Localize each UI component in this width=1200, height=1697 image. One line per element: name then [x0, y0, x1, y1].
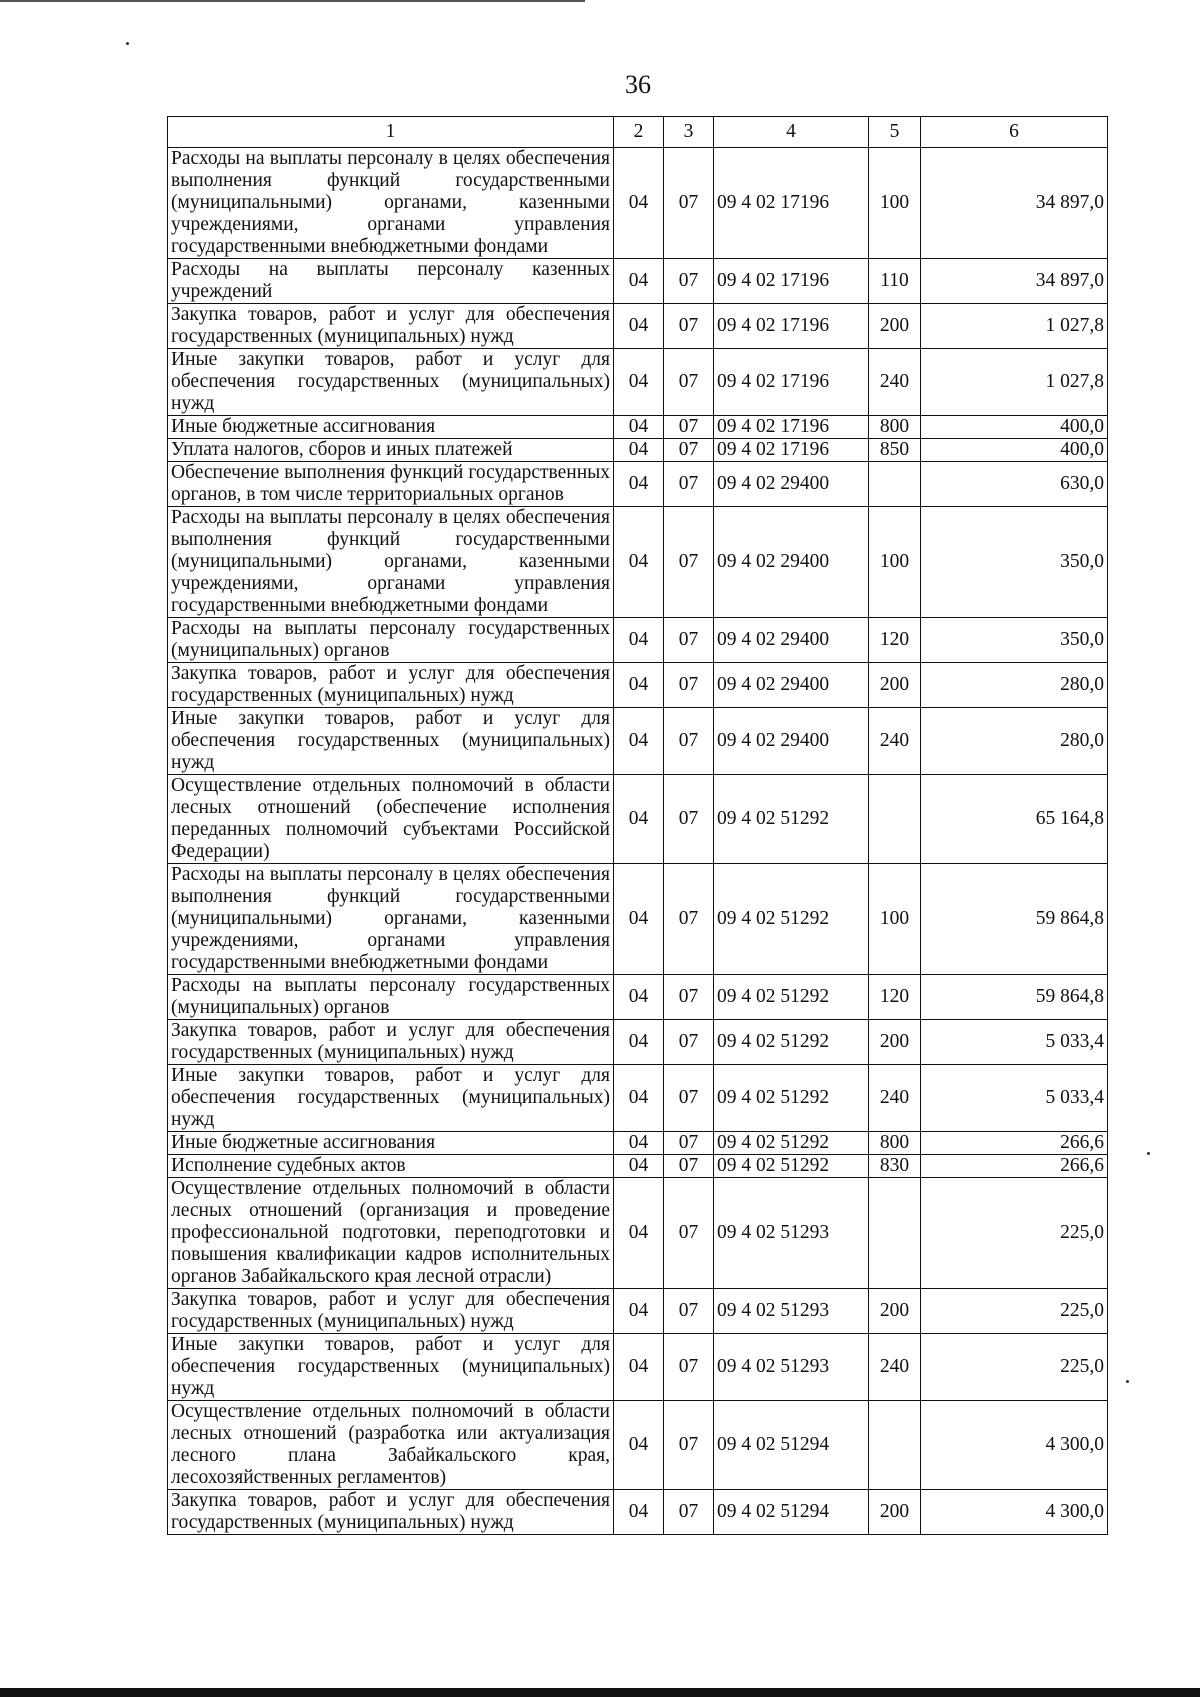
- row-section-cell: 04: [614, 416, 664, 439]
- row-amount-cell: 1 027,8: [921, 349, 1108, 416]
- table-row: [168, 663, 1108, 708]
- row-name-cell: Закупка товаров, работ и услуг для обеспечения государственных (муниципальных) нужд: [168, 1020, 614, 1065]
- row-expense-type-cell: 200: [869, 663, 921, 708]
- row-target-code-cell: 09 4 02 51292: [714, 864, 869, 975]
- row-subsection-cell: 07: [664, 148, 714, 259]
- row-subsection-cell: 07: [664, 975, 714, 1020]
- row-section-cell: 04: [614, 1178, 664, 1289]
- row-subsection-cell: 07: [664, 1132, 714, 1155]
- row-target-code-cell: 09 4 02 29400: [714, 507, 869, 618]
- row-amount-cell: 350,0: [921, 507, 1108, 618]
- row-amount-cell: 225,0: [921, 1334, 1108, 1401]
- row-expense-type-cell: [869, 1178, 921, 1289]
- table-row: [168, 507, 1108, 618]
- scan-speck: [1147, 1152, 1150, 1155]
- row-name-cell: Обеспечение выполнения функций государственных органов, в том числе территориальных органов: [168, 462, 614, 507]
- table-row: [168, 148, 1108, 259]
- row-name-cell: Расходы на выплаты персоналу в целях обеспечения выполнения функций государственными (муниципальными) органами, казенными учреждениями, органами управления государственными внебюджетными фондами: [168, 507, 614, 618]
- row-expense-type-cell: [869, 1401, 921, 1490]
- row-expense-type-cell: 120: [869, 975, 921, 1020]
- row-amount-cell: 266,6: [921, 1132, 1108, 1155]
- row-target-code-cell: 09 4 02 29400: [714, 462, 869, 507]
- row-expense-type-cell: 240: [869, 708, 921, 775]
- row-name-cell: Иные закупки товаров, работ и услуг для обеспечения государственных (муниципальных) нужд: [168, 1065, 614, 1132]
- row-expense-type-cell: 240: [869, 349, 921, 416]
- table-row: [168, 259, 1108, 304]
- row-subsection-cell: 07: [664, 1334, 714, 1401]
- row-expense-type-cell: 120: [869, 618, 921, 663]
- row-target-code-cell: 09 4 02 51294: [714, 1401, 869, 1490]
- row-name-cell: Осуществление отдельных полномочий в области лесных отношений (организация и проведение профессиональной подготовки, переподготовки и повышения квалификации кадров исполнительных органов Забайкальского края лесной отрасли): [168, 1178, 614, 1289]
- table-row: [168, 416, 1108, 439]
- row-subsection-cell: 07: [664, 618, 714, 663]
- row-subsection-cell: 07: [664, 507, 714, 618]
- row-expense-type-cell: [869, 462, 921, 507]
- row-expense-type-cell: 800: [869, 416, 921, 439]
- table-row: [168, 1490, 1108, 1535]
- row-subsection-cell: 07: [664, 1289, 714, 1334]
- page-number: 36: [625, 70, 651, 99]
- row-section-cell: 04: [614, 975, 664, 1020]
- row-name-cell: Закупка товаров, работ и услуг для обеспечения государственных (муниципальных) нужд: [168, 663, 614, 708]
- row-subsection-cell: 07: [664, 439, 714, 462]
- table-row: [168, 462, 1108, 507]
- row-section-cell: 04: [614, 304, 664, 349]
- row-target-code-cell: 09 4 02 17196: [714, 439, 869, 462]
- row-section-cell: 04: [614, 1065, 664, 1132]
- row-section-cell: 04: [614, 462, 664, 507]
- row-section-cell: 04: [614, 349, 664, 416]
- row-amount-cell: 4 300,0: [921, 1490, 1108, 1535]
- row-subsection-cell: 07: [664, 708, 714, 775]
- row-expense-type-cell: 100: [869, 148, 921, 259]
- row-target-code-cell: 09 4 02 17196: [714, 349, 869, 416]
- scan-speck: [1126, 1380, 1129, 1383]
- row-target-code-cell: 09 4 02 17196: [714, 416, 869, 439]
- row-amount-cell: 266,6: [921, 1155, 1108, 1178]
- row-amount-cell: 59 864,8: [921, 975, 1108, 1020]
- header-cell: 5: [869, 117, 921, 148]
- row-name-cell: Расходы на выплаты персоналу государственных (муниципальных) органов: [168, 975, 614, 1020]
- row-name-cell: Расходы на выплаты персоналу казенных учреждений: [168, 259, 614, 304]
- row-subsection-cell: 07: [664, 1020, 714, 1065]
- row-amount-cell: 225,0: [921, 1178, 1108, 1289]
- row-subsection-cell: 07: [664, 1401, 714, 1490]
- row-amount-cell: 350,0: [921, 618, 1108, 663]
- row-target-code-cell: 09 4 02 51292: [714, 975, 869, 1020]
- row-amount-cell: 34 897,0: [921, 148, 1108, 259]
- row-section-cell: 04: [614, 708, 664, 775]
- row-section-cell: 04: [614, 1132, 664, 1155]
- row-target-code-cell: 09 4 02 51293: [714, 1334, 869, 1401]
- row-section-cell: 04: [614, 775, 664, 864]
- table-row: [168, 304, 1108, 349]
- row-section-cell: 04: [614, 618, 664, 663]
- row-amount-cell: 1 027,8: [921, 304, 1108, 349]
- row-expense-type-cell: 800: [869, 1132, 921, 1155]
- row-amount-cell: 225,0: [921, 1289, 1108, 1334]
- row-section-cell: 04: [614, 663, 664, 708]
- table-row: [168, 618, 1108, 663]
- row-name-cell: Расходы на выплаты персоналу в целях обеспечения выполнения функций государственными (муниципальными) органами, казенными учреждениями, органами управления государственными внебюджетными фондами: [168, 864, 614, 975]
- row-target-code-cell: 09 4 02 51293: [714, 1289, 869, 1334]
- row-name-cell: Иные закупки товаров, работ и услуг для обеспечения государственных (муниципальных) нужд: [168, 708, 614, 775]
- table-row: [168, 349, 1108, 416]
- table-row: [168, 439, 1108, 462]
- row-subsection-cell: 07: [664, 304, 714, 349]
- row-subsection-cell: 07: [664, 864, 714, 975]
- row-expense-type-cell: 200: [869, 1490, 921, 1535]
- row-target-code-cell: 09 4 02 17196: [714, 259, 869, 304]
- row-name-cell: Иные бюджетные ассигнования: [168, 1132, 614, 1155]
- row-expense-type-cell: 850: [869, 439, 921, 462]
- row-expense-type-cell: 100: [869, 864, 921, 975]
- row-section-cell: 04: [614, 1401, 664, 1490]
- row-subsection-cell: 07: [664, 775, 714, 864]
- row-target-code-cell: 09 4 02 17196: [714, 148, 869, 259]
- row-expense-type-cell: 200: [869, 1289, 921, 1334]
- table-row: [168, 1020, 1108, 1065]
- row-amount-cell: 34 897,0: [921, 259, 1108, 304]
- table-row: [168, 1065, 1108, 1132]
- row-name-cell: Расходы на выплаты персоналу государственных (муниципальных) органов: [168, 618, 614, 663]
- row-expense-type-cell: 240: [869, 1334, 921, 1401]
- row-section-cell: 04: [614, 1155, 664, 1178]
- row-subsection-cell: 07: [664, 416, 714, 439]
- row-expense-type-cell: 200: [869, 304, 921, 349]
- row-expense-type-cell: 830: [869, 1155, 921, 1178]
- row-amount-cell: 59 864,8: [921, 864, 1108, 975]
- row-section-cell: 04: [614, 259, 664, 304]
- row-target-code-cell: 09 4 02 51292: [714, 1020, 869, 1065]
- row-subsection-cell: 07: [664, 1155, 714, 1178]
- top-scan-rule: [0, 0, 585, 2]
- row-subsection-cell: 07: [664, 462, 714, 507]
- row-name-cell: Иные закупки товаров, работ и услуг для обеспечения государственных (муниципальных) нужд: [168, 1334, 614, 1401]
- table-row: [168, 975, 1108, 1020]
- row-name-cell: Закупка товаров, работ и услуг для обеспечения государственных (муниципальных) нужд: [168, 304, 614, 349]
- table-row: [168, 1132, 1108, 1155]
- row-subsection-cell: 07: [664, 1490, 714, 1535]
- row-name-cell: Закупка товаров, работ и услуг для обеспечения государственных (муниципальных) нужд: [168, 1289, 614, 1334]
- row-amount-cell: 630,0: [921, 462, 1108, 507]
- row-amount-cell: 400,0: [921, 439, 1108, 462]
- row-expense-type-cell: 200: [869, 1020, 921, 1065]
- scan-speck: [126, 42, 129, 45]
- row-section-cell: 04: [614, 1490, 664, 1535]
- row-target-code-cell: 09 4 02 51294: [714, 1490, 869, 1535]
- row-name-cell: Осуществление отдельных полномочий в области лесных отношений (разработка или актуализация лесного плана Забайкальского края, лесохозяйственных регламентов): [168, 1401, 614, 1490]
- row-subsection-cell: 07: [664, 1178, 714, 1289]
- row-target-code-cell: 09 4 02 29400: [714, 708, 869, 775]
- row-expense-type-cell: [869, 775, 921, 864]
- row-amount-cell: 5 033,4: [921, 1065, 1108, 1132]
- row-target-code-cell: 09 4 02 51292: [714, 1132, 869, 1155]
- row-expense-type-cell: 110: [869, 259, 921, 304]
- row-expense-type-cell: 100: [869, 507, 921, 618]
- header-cell: 3: [664, 117, 714, 148]
- row-expense-type-cell: 240: [869, 1065, 921, 1132]
- row-target-code-cell: 09 4 02 17196: [714, 304, 869, 349]
- row-section-cell: 04: [614, 864, 664, 975]
- row-name-cell: Иные бюджетные ассигнования: [168, 416, 614, 439]
- row-subsection-cell: 07: [664, 349, 714, 416]
- row-section-cell: 04: [614, 507, 664, 618]
- header-cell: 6: [921, 117, 1108, 148]
- row-subsection-cell: 07: [664, 1065, 714, 1132]
- row-name-cell: Исполнение судебных актов: [168, 1155, 614, 1178]
- row-target-code-cell: 09 4 02 51292: [714, 1155, 869, 1178]
- row-amount-cell: 280,0: [921, 663, 1108, 708]
- row-amount-cell: 4 300,0: [921, 1401, 1108, 1490]
- row-section-cell: 04: [614, 1289, 664, 1334]
- row-amount-cell: 400,0: [921, 416, 1108, 439]
- row-subsection-cell: 07: [664, 259, 714, 304]
- bottom-scan-rule: [0, 1688, 1200, 1697]
- row-section-cell: 04: [614, 1334, 664, 1401]
- table-row: [168, 1155, 1108, 1178]
- row-amount-cell: 5 033,4: [921, 1020, 1108, 1065]
- row-name-cell: Уплата налогов, сборов и иных платежей: [168, 439, 614, 462]
- row-subsection-cell: 07: [664, 663, 714, 708]
- table-row: [168, 864, 1108, 975]
- table-row: [168, 1289, 1108, 1334]
- row-section-cell: 04: [614, 1020, 664, 1065]
- row-target-code-cell: 09 4 02 51292: [714, 1065, 869, 1132]
- table-row: [168, 708, 1108, 775]
- row-name-cell: Иные закупки товаров, работ и услуг для обеспечения государственных (муниципальных) нужд: [168, 349, 614, 416]
- row-target-code-cell: 09 4 02 51293: [714, 1178, 869, 1289]
- table-header-row: [168, 117, 1108, 148]
- header-cell: 2: [614, 117, 664, 148]
- row-target-code-cell: 09 4 02 29400: [714, 618, 869, 663]
- row-name-cell: Закупка товаров, работ и услуг для обеспечения государственных (муниципальных) нужд: [168, 1490, 614, 1535]
- row-target-code-cell: 09 4 02 29400: [714, 663, 869, 708]
- table-row: [168, 1334, 1108, 1401]
- header-cell: 4: [714, 117, 869, 148]
- header-cell: 1: [168, 117, 614, 148]
- table-row: [168, 775, 1108, 864]
- row-section-cell: 04: [614, 439, 664, 462]
- row-amount-cell: 280,0: [921, 708, 1108, 775]
- row-section-cell: 04: [614, 148, 664, 259]
- row-name-cell: Осуществление отдельных полномочий в области лесных отношений (обеспечение исполнения переданных полномочий субъектами Российской Федерации): [168, 775, 614, 864]
- row-name-cell: Расходы на выплаты персоналу в целях обеспечения выполнения функций государственными (муниципальными) органами, казенными учреждениями, органами управления государственными внебюджетными фондами: [168, 148, 614, 259]
- row-target-code-cell: 09 4 02 51292: [714, 775, 869, 864]
- table-row: [168, 1178, 1108, 1289]
- budget-table: [167, 116, 1108, 1535]
- table-row: [168, 1401, 1108, 1490]
- row-amount-cell: 65 164,8: [921, 775, 1108, 864]
